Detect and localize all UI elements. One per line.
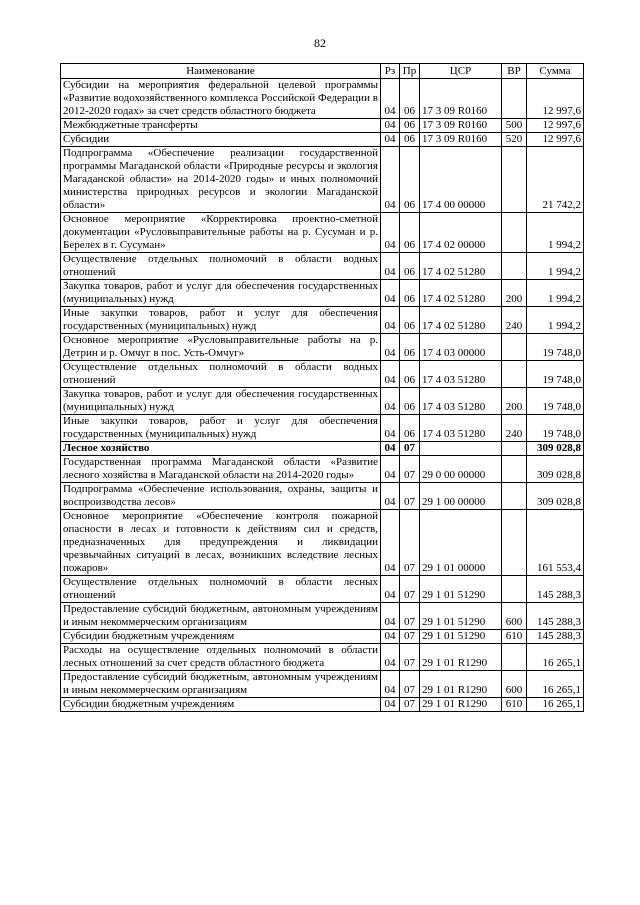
cell-name: Предоставление субсидий бюджетным, автономным учреждениям и иным некоммерческим организациям xyxy=(61,603,381,630)
header-sum: Сумма xyxy=(527,64,584,79)
cell-pr: 06 xyxy=(400,79,420,119)
cell-pr: 07 xyxy=(400,603,420,630)
cell-vr xyxy=(502,334,527,361)
table-row xyxy=(61,213,584,253)
cell-rz: 04 xyxy=(381,456,400,483)
cell-csr: 29 1 01 R1290 xyxy=(420,671,502,698)
cell-sum: 309 028,8 xyxy=(527,483,584,510)
cell-name: Закупка товаров, работ и услуг для обеспечения государственных (муниципальных) нужд xyxy=(61,280,381,307)
cell-rz: 04 xyxy=(381,307,400,334)
cell-csr: 17 3 09 R0160 xyxy=(420,133,502,147)
cell-sum: 309 028,8 xyxy=(527,456,584,483)
cell-csr: 17 3 09 R0160 xyxy=(420,119,502,133)
table-row xyxy=(61,361,584,388)
cell-sum: 16 265,1 xyxy=(527,644,584,671)
cell-sum: 145 288,3 xyxy=(527,603,584,630)
cell-csr xyxy=(420,442,502,456)
table-row xyxy=(61,483,584,510)
cell-csr: 17 4 03 51280 xyxy=(420,415,502,442)
cell-pr: 07 xyxy=(400,644,420,671)
table-row xyxy=(61,671,584,698)
cell-csr: 29 1 01 51290 xyxy=(420,630,502,644)
cell-vr: 520 xyxy=(502,133,527,147)
cell-name: Лесное хозяйство xyxy=(61,442,381,456)
cell-name: Субсидии бюджетным учреждениям xyxy=(61,630,381,644)
cell-csr: 29 1 01 51290 xyxy=(420,576,502,603)
cell-sum: 161 553,4 xyxy=(527,510,584,576)
cell-vr: 500 xyxy=(502,119,527,133)
cell-pr: 07 xyxy=(400,456,420,483)
cell-sum: 309 028,8 xyxy=(527,442,584,456)
cell-csr: 29 1 01 R1290 xyxy=(420,644,502,671)
table-row xyxy=(61,698,584,712)
cell-pr: 07 xyxy=(400,630,420,644)
cell-vr xyxy=(502,483,527,510)
cell-csr: 29 1 00 00000 xyxy=(420,483,502,510)
cell-sum: 1 994,2 xyxy=(527,307,584,334)
cell-pr: 06 xyxy=(400,388,420,415)
cell-vr xyxy=(502,253,527,280)
cell-name: Основное мероприятие «Корректировка проектно-сметной документации «Русловыправительные работы на р. Сусуман и р. Берелех в г. Сусуман» xyxy=(61,213,381,253)
table-row xyxy=(61,456,584,483)
cell-rz: 04 xyxy=(381,334,400,361)
cell-csr: 17 4 03 00000 xyxy=(420,334,502,361)
cell-pr: 06 xyxy=(400,213,420,253)
cell-csr: 17 4 02 51280 xyxy=(420,280,502,307)
cell-name: Закупка товаров, работ и услуг для обеспечения государственных (муниципальных) нужд xyxy=(61,388,381,415)
cell-pr: 07 xyxy=(400,510,420,576)
cell-pr: 07 xyxy=(400,671,420,698)
cell-csr: 17 4 02 00000 xyxy=(420,213,502,253)
table-row xyxy=(61,307,584,334)
cell-name: Подпрограмма «Обеспечение реализации государственной программы Магаданской области «Природные ресурсы и экология Магаданской области» на 2014-2020 годы» и иных полномочий министерства природных ресурсов и экологии Магаданской области» xyxy=(61,147,381,213)
cell-rz: 04 xyxy=(381,361,400,388)
cell-csr: 29 1 01 R1290 xyxy=(420,698,502,712)
cell-vr: 200 xyxy=(502,388,527,415)
cell-pr: 06 xyxy=(400,147,420,213)
cell-vr: 600 xyxy=(502,671,527,698)
cell-csr: 29 1 01 51290 xyxy=(420,603,502,630)
cell-pr: 06 xyxy=(400,133,420,147)
cell-pr: 06 xyxy=(400,280,420,307)
cell-vr: 610 xyxy=(502,630,527,644)
cell-name: Осуществление отдельных полномочий в области лесных отношений xyxy=(61,576,381,603)
table-row xyxy=(61,442,584,456)
table-row xyxy=(61,415,584,442)
cell-pr: 06 xyxy=(400,253,420,280)
cell-name: Иные закупки товаров, работ и услуг для обеспечения государственных (муниципальных) нужд xyxy=(61,415,381,442)
cell-name: Субсидии бюджетным учреждениям xyxy=(61,698,381,712)
cell-vr xyxy=(502,213,527,253)
cell-vr: 200 xyxy=(502,280,527,307)
cell-vr: 240 xyxy=(502,415,527,442)
header-csr: ЦСР xyxy=(420,64,502,79)
table-row xyxy=(61,388,584,415)
cell-pr: 06 xyxy=(400,119,420,133)
cell-csr: 29 0 00 00000 xyxy=(420,456,502,483)
table-row xyxy=(61,630,584,644)
table-row xyxy=(61,644,584,671)
page-number: 82 xyxy=(314,36,326,50)
cell-pr: 06 xyxy=(400,307,420,334)
cell-rz: 04 xyxy=(381,603,400,630)
cell-sum: 145 288,3 xyxy=(527,576,584,603)
cell-name: Подпрограмма «Обеспечение использования, охраны, защиты и воспроизводства лесов» xyxy=(61,483,381,510)
cell-sum: 1 994,2 xyxy=(527,213,584,253)
cell-rz: 04 xyxy=(381,213,400,253)
cell-sum: 12 997,6 xyxy=(527,133,584,147)
table-header-row xyxy=(61,64,584,79)
cell-rz: 04 xyxy=(381,644,400,671)
cell-vr xyxy=(502,576,527,603)
cell-vr: 240 xyxy=(502,307,527,334)
cell-rz: 04 xyxy=(381,483,400,510)
cell-csr: 17 4 03 51280 xyxy=(420,361,502,388)
table-row xyxy=(61,119,584,133)
cell-csr: 17 4 00 00000 xyxy=(420,147,502,213)
header-vr: ВР xyxy=(502,64,527,79)
cell-name: Субсидии xyxy=(61,133,381,147)
cell-sum: 12 997,6 xyxy=(527,79,584,119)
cell-name: Осуществление отдельных полномочий в области водных отношений xyxy=(61,361,381,388)
cell-rz: 04 xyxy=(381,630,400,644)
cell-pr: 07 xyxy=(400,483,420,510)
cell-rz: 04 xyxy=(381,280,400,307)
cell-sum: 1 994,2 xyxy=(527,280,584,307)
cell-vr: 610 xyxy=(502,698,527,712)
table-row xyxy=(61,253,584,280)
cell-sum: 19 748,0 xyxy=(527,415,584,442)
cell-name: Предоставление субсидий бюджетным, автономным учреждениям и иным некоммерческим организациям xyxy=(61,671,381,698)
table-row xyxy=(61,603,584,630)
table-row xyxy=(61,510,584,576)
table-row xyxy=(61,334,584,361)
cell-csr: 17 4 02 51280 xyxy=(420,253,502,280)
cell-pr: 07 xyxy=(400,698,420,712)
cell-rz: 04 xyxy=(381,147,400,213)
table-row xyxy=(61,79,584,119)
cell-sum: 1 994,2 xyxy=(527,253,584,280)
cell-vr xyxy=(502,644,527,671)
cell-vr xyxy=(502,510,527,576)
table-row xyxy=(61,280,584,307)
cell-csr: 17 3 09 R0160 xyxy=(420,79,502,119)
table-row xyxy=(61,576,584,603)
cell-sum: 16 265,1 xyxy=(527,698,584,712)
budget-table xyxy=(60,63,584,712)
cell-name: Государственная программа Магаданской области «Развитие лесного хозяйства в Магаданской области на 2014-2020 годы» xyxy=(61,456,381,483)
cell-sum: 21 742,2 xyxy=(527,147,584,213)
cell-rz: 04 xyxy=(381,79,400,119)
cell-sum: 12 997,6 xyxy=(527,119,584,133)
cell-rz: 04 xyxy=(381,415,400,442)
cell-rz: 04 xyxy=(381,698,400,712)
header-rz: Рз xyxy=(381,64,400,79)
cell-pr: 07 xyxy=(400,442,420,456)
header-name: Наименование xyxy=(61,64,381,79)
cell-vr xyxy=(502,79,527,119)
cell-vr xyxy=(502,456,527,483)
cell-rz: 04 xyxy=(381,388,400,415)
cell-sum: 16 265,1 xyxy=(527,671,584,698)
cell-vr xyxy=(502,147,527,213)
cell-name: Межбюджетные трансферты xyxy=(61,119,381,133)
cell-csr: 17 4 03 51280 xyxy=(420,388,502,415)
cell-pr: 07 xyxy=(400,576,420,603)
cell-rz: 04 xyxy=(381,576,400,603)
cell-sum: 145 288,3 xyxy=(527,630,584,644)
cell-name: Осуществление отдельных полномочий в области водных отношений xyxy=(61,253,381,280)
cell-name: Основное мероприятие «Русловыправительные работы на р. Детрин и р. Омчуг в пос. Усть-Омчуг» xyxy=(61,334,381,361)
cell-sum: 19 748,0 xyxy=(527,361,584,388)
cell-rz: 04 xyxy=(381,119,400,133)
cell-name: Субсидии на мероприятия федеральной целевой программы «Развитие водохозяйственного комплекса Российской Федерации в 2012-2020 годах» за счет средств областного бюджета xyxy=(61,79,381,119)
cell-rz: 04 xyxy=(381,671,400,698)
cell-sum: 19 748,0 xyxy=(527,334,584,361)
table-row xyxy=(61,133,584,147)
cell-name: Расходы на осуществление отдельных полномочий в области лесных отношений за счет средств областного бюджета xyxy=(61,644,381,671)
cell-csr: 29 1 01 00000 xyxy=(420,510,502,576)
cell-rz: 04 xyxy=(381,442,400,456)
cell-vr: 600 xyxy=(502,603,527,630)
cell-pr: 06 xyxy=(400,334,420,361)
cell-rz: 04 xyxy=(381,253,400,280)
header-pr: Пр xyxy=(400,64,420,79)
cell-name: Иные закупки товаров, работ и услуг для обеспечения государственных (муниципальных) нужд xyxy=(61,307,381,334)
cell-csr: 17 4 02 51280 xyxy=(420,307,502,334)
cell-rz: 04 xyxy=(381,133,400,147)
cell-pr: 06 xyxy=(400,415,420,442)
cell-pr: 06 xyxy=(400,361,420,388)
cell-vr xyxy=(502,361,527,388)
cell-name: Основное мероприятие «Обеспечение контроля пожарной опасности в лесах и готовности к действиям сил и средств, предназначенных для предупреждения и ликвидации чрезвычайных ситуаций в лесах, возникших вследствие лесных пожаров» xyxy=(61,510,381,576)
cell-sum: 19 748,0 xyxy=(527,388,584,415)
cell-vr xyxy=(502,442,527,456)
cell-rz: 04 xyxy=(381,510,400,576)
table-row xyxy=(61,147,584,213)
